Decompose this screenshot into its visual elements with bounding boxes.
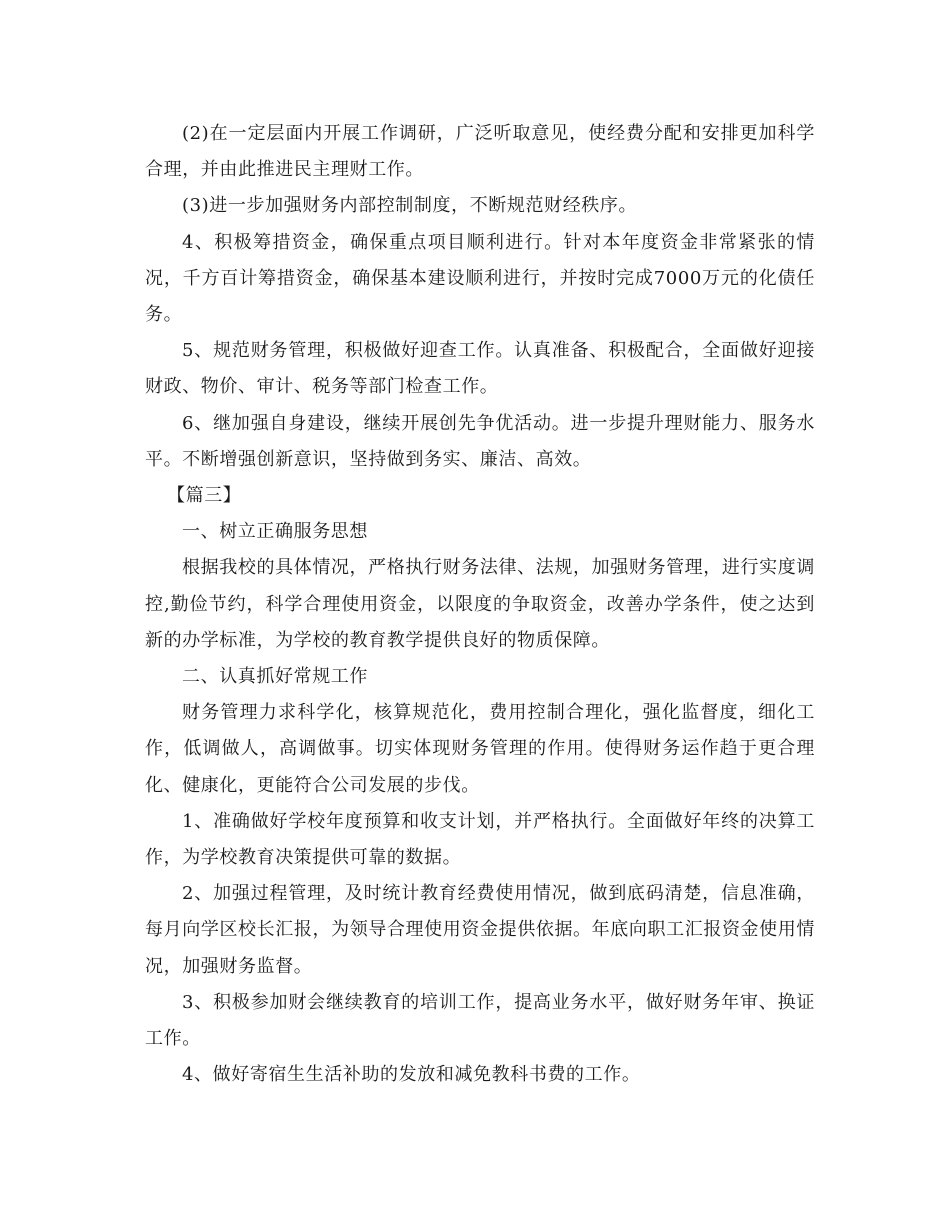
paragraph-budget: 1、准确做好学校年度预算和收支计划，并严格执行。全面做好年终的决算工作，为学校教育决策提供可靠的数据。 bbox=[145, 810, 815, 869]
paragraph-raise-funds: 4、积极筹措资金，确保重点项目顺利进行。针对本年度资金非常紧张的情况，千方百计筹措资金，确保基本建设顺利进行，并按时完成7000万元的化债任务。 bbox=[145, 231, 815, 326]
section-heading-part-three: 【篇三】 bbox=[167, 485, 242, 507]
paragraph-item-2: (2)在一定层面内开展工作调研，广泛听取意见，使经费分配和安排更加科学合理，并由此推进民主理财工作。 bbox=[145, 123, 815, 181]
paragraph-item-3: (3)进一步加强财务内部控制制度，不断规范财经秩序。 bbox=[182, 195, 638, 217]
section-heading-service-thought: 一、树立正确服务思想 bbox=[182, 521, 368, 543]
document-body bbox=[145, 116, 815, 1093]
paragraph-training: 3、积极参加财会继续教育的培训工作，提高业务水平，做好财务年审、换证工作。 bbox=[145, 991, 815, 1050]
paragraph-inspection: 5、规范财务管理，积极做好迎查工作。认真准备、积极配合，全面做好迎接财政、物价、审计、税务等部门检查工作。 bbox=[145, 340, 815, 398]
paragraph-self-building: 6、继加强自身建设，继续开展创先争优活动。进一步提升理财能力、服务水平。不断增强创新意识，坚持做到务实、廉洁、高效。 bbox=[145, 412, 815, 470]
paragraph-finance-management: 财务管理力求科学化，核算规范化，费用控制合理化，强化监督度，细化工作，低调做人，高调做事。切实体现财务管理的作用。使得财务运作趋于更合理化、健康化，更能符合公司发展的步伐。 bbox=[145, 702, 815, 796]
paragraph-boarding-subsidy: 4、做好寄宿生生活补助的发放和减免教科书费的工作。 bbox=[182, 1064, 641, 1086]
paragraph-process-management: 2、加强过程管理，及时统计教育经费使用情况，做到底码清楚，信息准确，每月向学区校长汇报，为领导合理使用资金提供依据。年底向职工汇报资金使用情况，加强财务监督。 bbox=[145, 883, 815, 977]
paragraph-school-finance: 根据我校的具体情况，严格执行财务法律、法规，加强财务管理，进行实度调控,勤俭节约，科学合理使用资金，以限度的争取资金，改善办学条件，使之达到新的办学标准，为学校的教育教学提供良好的物质保障。 bbox=[145, 557, 815, 651]
section-heading-routine-work: 二、认真抓好常规工作 bbox=[182, 666, 368, 688]
